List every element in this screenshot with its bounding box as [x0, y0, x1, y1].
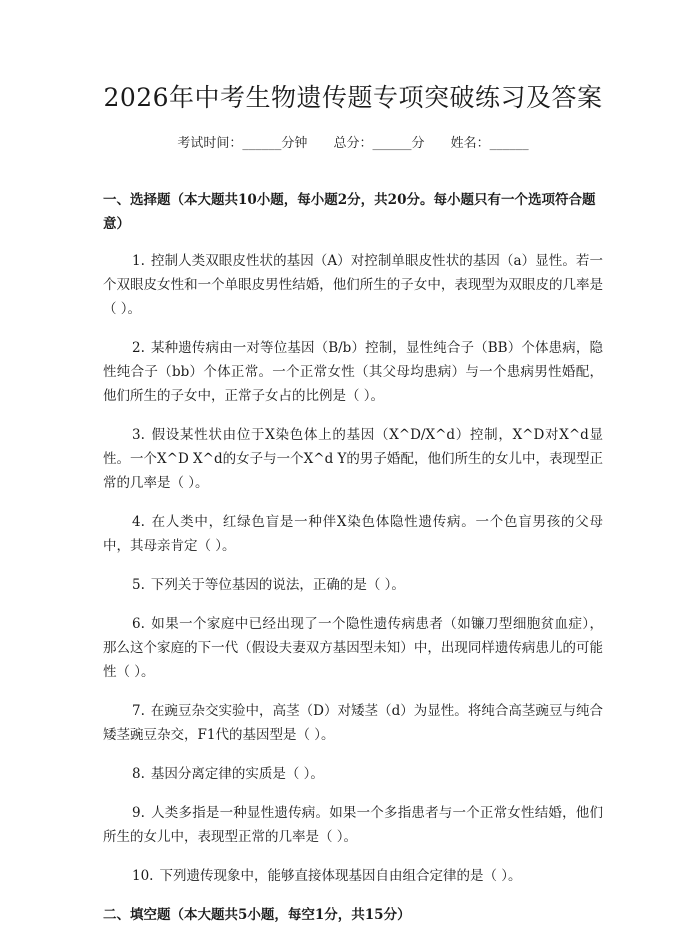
- section-heading: 一、选择题（本大题共10小题，每小题2分，共20分。每小题只有一个选项符合题意）: [103, 192, 596, 232]
- exam-time: 考试时间：______分钟: [177, 136, 308, 151]
- total-score: 总分：______分: [333, 136, 425, 151]
- exam-meta: [103, 134, 603, 154]
- question-text: 某种遗传病由一对等位基因（B/b）控制，显性纯合子（BB）个体患病，隐性纯合子（bb）个体正常。一个正常女性（其父母均患病）与一个患病男性婚配，他们所生的子女中，正常子女占的比例是（ ）。: [103, 340, 603, 404]
- question-number: 5.: [132, 577, 145, 593]
- question-text: 控制人类双眼皮性状的基因（A）对控制单眼皮性状的基因（a）显性。若一个双眼皮女性和一个单眼皮男性结婚，他们所生的子女中，表现型为双眼皮的几率是（ ）。: [103, 253, 603, 317]
- question-text: 人类多指是一种显性遗传病。如果一个多指患者与一个正常女性结婚，他们所生的女儿中，表现型正常的几率是（ ）。: [103, 805, 603, 845]
- question-number: 3.: [132, 427, 145, 443]
- question-item: [103, 249, 603, 321]
- document-title: 2026年中考生物遗传题专项突破练习及答案: [103, 83, 603, 112]
- question-item: [103, 612, 603, 684]
- question-text: 假设某性状由位于X染色体上的基因（X^D/X^d）控制，X^D对X^d显性。一个X^D X^d的女子与一个X^d Y的男子婚配，他们所生的女儿中，表现型正常的几率是（ ）。: [103, 427, 603, 491]
- question-list: [103, 249, 603, 888]
- question-text: 下列遗传现象中，能够直接体现基因自由组合定律的是（ ）。: [159, 868, 522, 884]
- question-text: 如果一个家庭中已经出现了一个隐性遗传病患者（如镰刀型细胞贫血症），那么这个家庭的下一代（假设夫妻双方基因型未知）中，出现同样遗传病患儿的可能性（ ）。: [103, 616, 603, 680]
- question-item: [103, 336, 603, 408]
- question-number: 6.: [132, 616, 145, 632]
- section-multiple-choice: [103, 188, 603, 888]
- question-text: 在人类中，红绿色盲是一种伴X染色体隐性遗传病。一个色盲男孩的父母中，其母亲肯定（ ）。: [103, 514, 603, 554]
- question-number: 1.: [132, 253, 145, 269]
- question-item: [103, 573, 603, 597]
- question-item: [103, 423, 603, 495]
- question-number: 9.: [132, 805, 145, 821]
- question-number: 7.: [132, 703, 145, 719]
- question-number: 2.: [132, 340, 145, 356]
- section-heading: 二、填空题（本大题共5小题，每空1分，共15分）: [103, 907, 411, 923]
- question-item: [103, 864, 603, 888]
- question-number: 10.: [132, 868, 154, 884]
- section-fill-in-blank: [103, 903, 603, 927]
- student-name: 姓名：______: [450, 136, 529, 151]
- question-number: 4.: [132, 514, 145, 530]
- question-item: [103, 762, 603, 786]
- question-item: [103, 510, 603, 558]
- question-number: 8.: [132, 766, 145, 782]
- question-item: [103, 801, 603, 849]
- question-item: [103, 699, 603, 747]
- question-text: 基因分离定律的实质是（ ）。: [150, 766, 324, 782]
- question-text: 在豌豆杂交实验中，高茎（D）对矮茎（d）为显性。将纯合高茎豌豆与纯合矮茎豌豆杂交，F1代的基因型是（ ）。: [103, 703, 603, 743]
- question-text: 下列关于等位基因的说法，正确的是（ ）。: [150, 577, 405, 593]
